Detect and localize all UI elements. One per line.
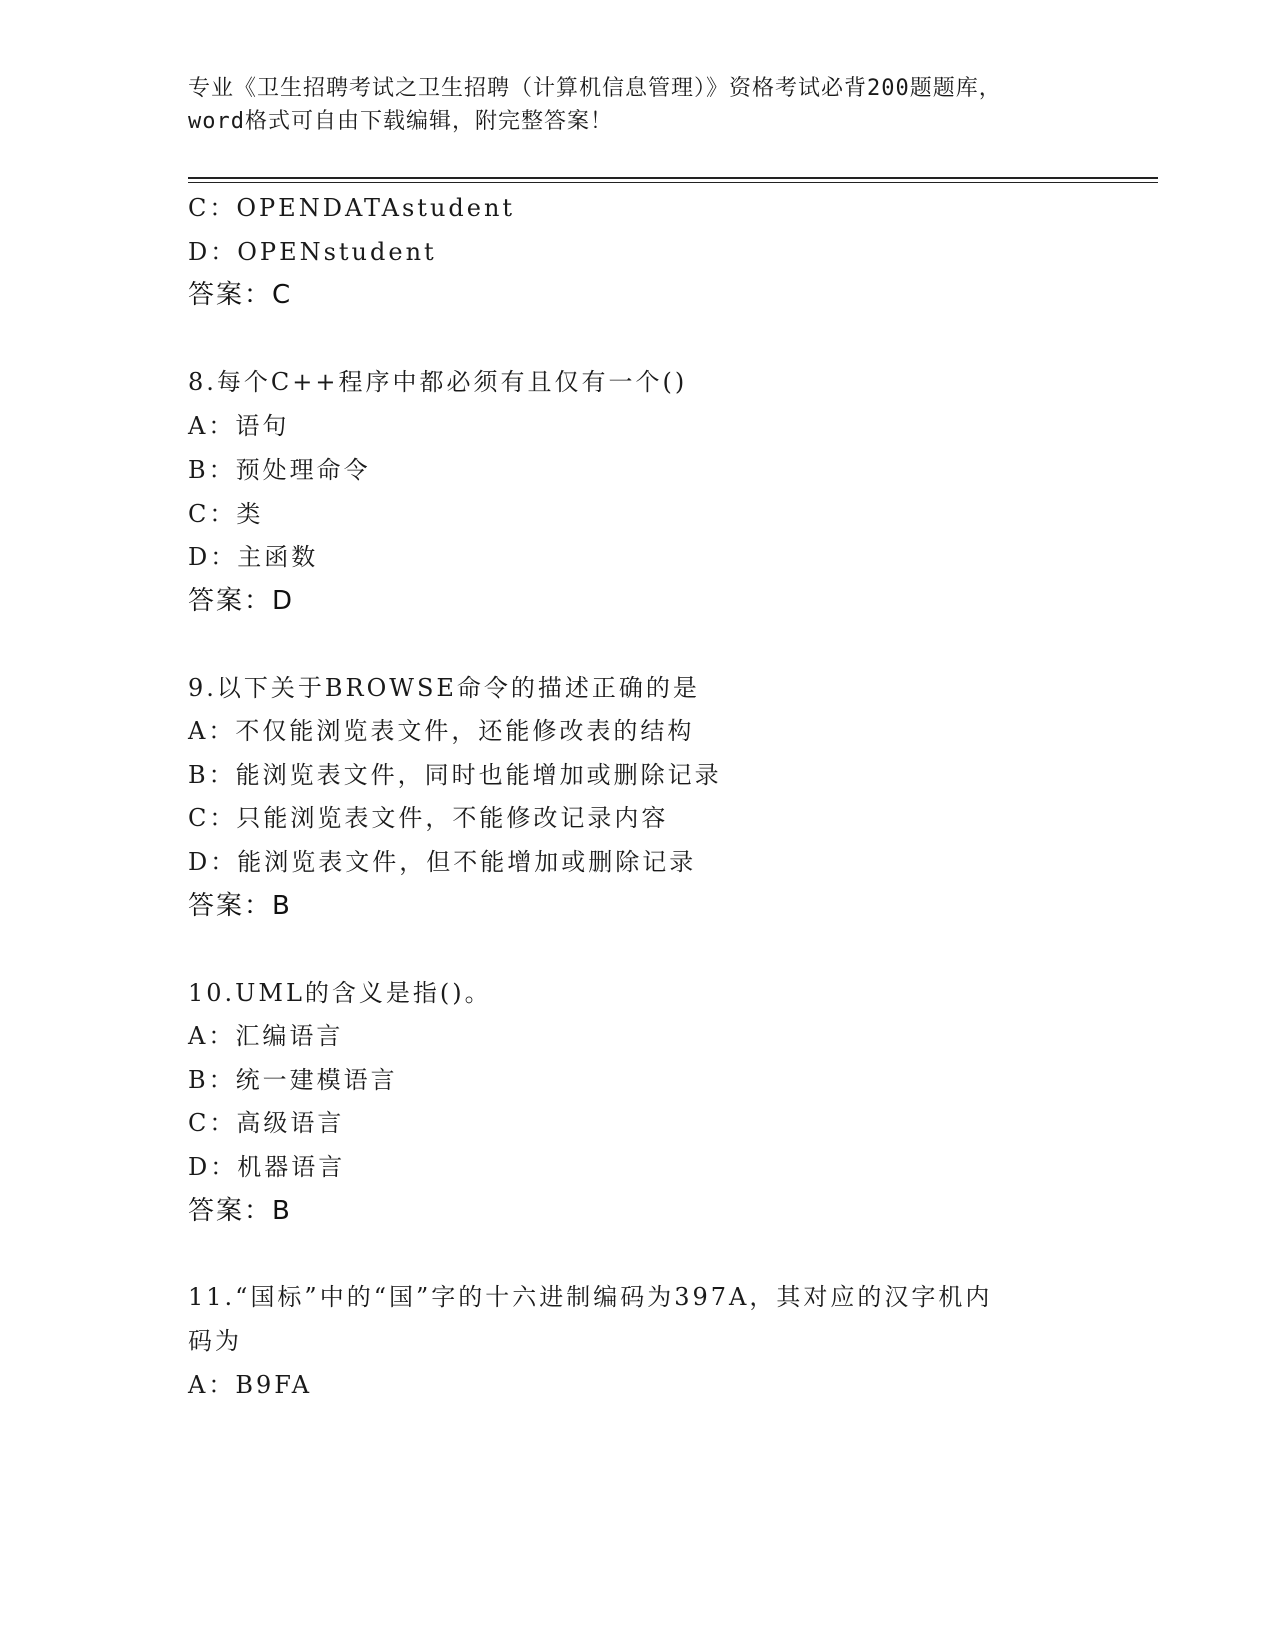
header-line-2: word格式可自由下载编辑，附完整答案！	[188, 109, 613, 134]
q11-question-line-2: 码为	[188, 1327, 242, 1355]
q7-answer: 答案：C	[188, 280, 293, 310]
q9-answer: 答案：B	[188, 891, 292, 921]
q9-option-a: A：不仅能浏览表文件，还能修改表的结构	[188, 717, 695, 745]
header-line-1: 专业《卫生招聘考试之卫生招聘（计算机信息管理）》资格考试必背200题题库，	[188, 76, 1002, 101]
header-divider-thin	[188, 182, 1158, 183]
q7-option-d: D：OPENstudent	[188, 238, 437, 266]
q9-option-c: C：只能浏览表文件，不能修改记录内容	[188, 804, 669, 832]
q8-option-b: B：预处理命令	[188, 456, 371, 484]
q9-question: 9.以下关于BROWSE命令的描述正确的是	[188, 674, 700, 702]
q8-question: 8.每个C++程序中都必须有且仅有一个()	[188, 368, 688, 396]
q10-option-c: C：高级语言	[188, 1109, 345, 1137]
q8-option-a: A：语句	[188, 412, 290, 440]
q11-option-a: A：B9FA	[188, 1371, 313, 1399]
q7-option-c: C：OPENDATAstudent	[188, 194, 516, 222]
q11-question-line-1: 11.“国标”中的“国”字的十六进制编码为397A，其对应的汉字机内	[188, 1283, 993, 1311]
q10-option-a: A：汇编语言	[188, 1022, 344, 1050]
q10-question: 10.UML的含义是指()。	[188, 979, 492, 1007]
header-divider-thick	[188, 177, 1158, 179]
document-header	[188, 72, 1088, 138]
q8-answer: 答案：D	[188, 586, 295, 616]
q8-option-c: C：类	[188, 500, 264, 528]
q9-option-b: B：能浏览表文件，同时也能增加或删除记录	[188, 761, 722, 789]
q10-option-d: D：机器语言	[188, 1153, 346, 1181]
q10-option-b: B：统一建模语言	[188, 1066, 398, 1094]
q8-option-d: D：主函数	[188, 543, 319, 571]
q9-option-d: D：能浏览表文件，但不能增加或删除记录	[188, 848, 697, 876]
q10-answer: 答案：B	[188, 1196, 292, 1226]
